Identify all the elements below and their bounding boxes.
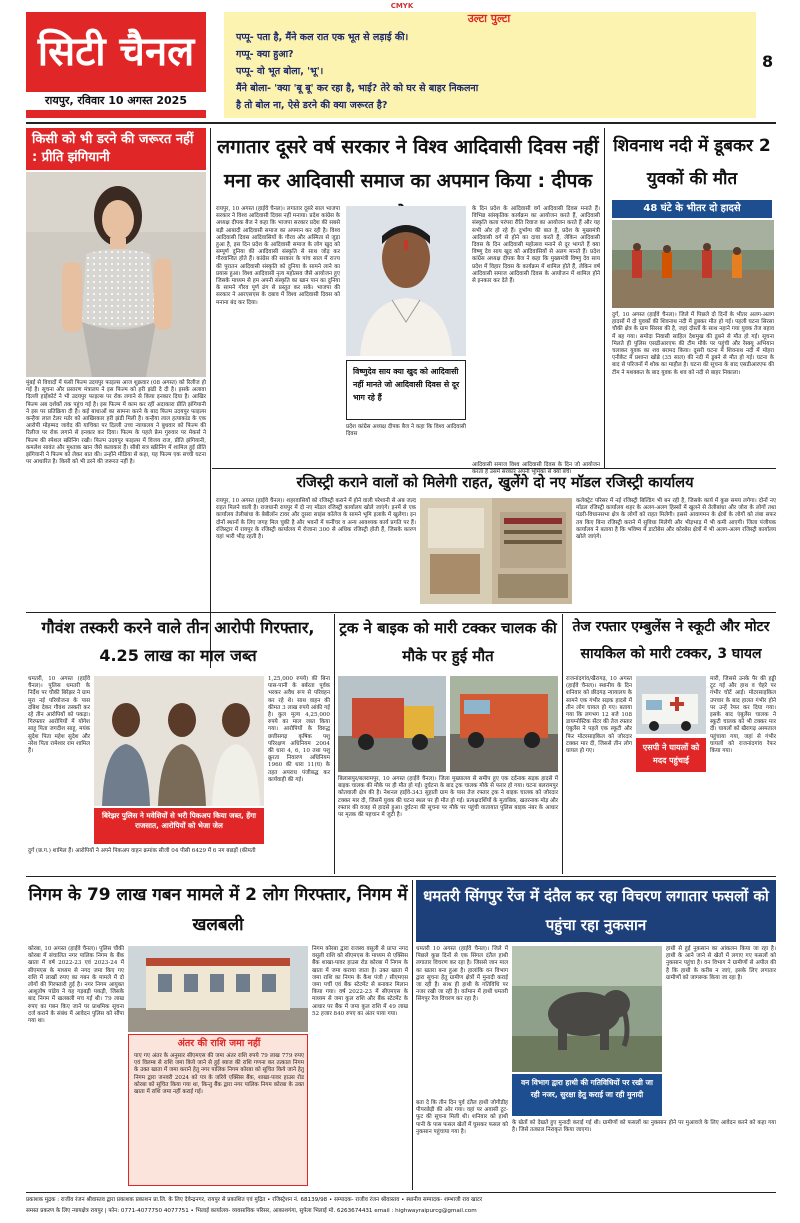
ambulance-photo (636, 676, 706, 734)
ulta-pulta-line-5: है तो बोल ना, ऐसे डरने की क्या जरूरत है? (236, 100, 388, 111)
dhamtari-headline-box (416, 880, 776, 942)
rule-mid-2 (26, 612, 776, 613)
truck-photo-1 (338, 676, 446, 772)
dhamtari-body-bottom: के खेतों को देखते हुए मुनादी कराई गई थी। ग्रामीणों को फसलों का नुकसान होने पर मुआवजे के लिए आवेदन करने को कहा गया है। जिसे तत्काल निराकृत किया जाएगा। (512, 1120, 776, 1134)
ulta-pulta-line-1: पप्पू- पता है, मैंने कल रात एक भूत से लड़ाई की। (236, 32, 409, 43)
col-rule-1 (210, 128, 211, 668)
footer-rule (26, 1192, 776, 1193)
deepak-body-left: रायपुर, 10 अगस्त (हाईवे चैनल)। लगातार दूसरे साल भाजपा सरकार ने विश्व आदिवासी दिवस नहीं मनाया। प्रदेश कांग्रेस के अध्यक्ष दीपक बैज ने कहा कि भाजपा सरकार प्रदेश की सबसे बड़ी आबादी आदिवासी समाज का अपमान कर रही है। विश्व आदिवासी दिवस आदिवासियों के गौरव और अस्मिता से जुड़ा हुआ है, इस दिन प्रदेश के आदिवासी समाज के लोग खुद को सम्पूर्ण दुनिया की आदिवासी संस्कृति से साथ जोड़ कर गौरवान्वित होते हैं। कांग्रेस की सरकार के पांच साल में राज्य की पुरातन आदिवासी संस्कृति को दुनिया के सामने लाने का प्रयास हुआ। विश्व आदिवासी नृत्य महोत्सव जैसे आयोजन हुए जिसके माध्यम से हम अपनी संस्कृति का खान पान का दुनिया के सामने गौरव पूर्ण ढंग से प्रस्तुत कर सके। भाजपा की सरकार ने आरएसएस के दबाव में विश्व आदिवासी दिवस को मनाना बंद कर दिया। (216, 206, 340, 306)
deepak-body-tail: आदिवासी समाज विश्व आदिवासी दिवस के दिन जो आयोजन करता है उसमें सरकार अपनी भूमिका से क्यों बचे। (472, 462, 600, 476)
dhamtari-caption-box (512, 1074, 662, 1116)
ambulance-body-right: मारी, जिससे उनके पैर की हड्डी टूट गई और हाथ व चेहरे पर गंभीर चोटें आई। मोटरसाइकिल उपचार के बाद हालत गंभीर होने पर उन्हें रेफर कर दिया गया। इसके बाद एंबुलेंस चालक ने स्कूटी चालक को भी टक्कर मार दी। घायलों को खैरागढ़ अस्पताल पहुंचाया गया, जहां से गंभीर घायलों को राजनांदगांव रेफर किया गया। (710, 676, 776, 755)
shivnath-photo (612, 220, 774, 308)
nigam-box-body: पाए गए अंतर के अनुसार सीएमएस की जमा अंतर राशि रुपये 79 लाख 779 रुपए एवं विलम्ब से राशि जमा किये जाने से हुई ब्याज की राशि गणना कर तत्काल निगम के उक्त खाता में जमा कराने हेतु नगर पालिक निगम कोरबा को सूचित किये जाने हेतु निगम द्वारा जनवरी 2024 को पत्र के जरिये एक्सिस बैंक, शाखा-पावर हाउस रोड कोरबा को सूचित किया गया था, किन्तु बैंक द्वारा नगर पालिक निगम कोरबा के उक्त खाता में राशि जमा नहीं कराई गई। (134, 1053, 304, 1096)
truck-photo-2 (450, 676, 558, 772)
priti-headline: किसी को भी डरने की जरूरत नहीं : प्रीति झंगियानी (32, 132, 194, 165)
shivnath-subhead-box (612, 200, 772, 218)
nigam-box (128, 1034, 308, 1186)
gauvansh-headline: गौवंश तस्करी करने वाले तीन आरोपी गिरफ्तार, 4.25 लाख का माल जब्त (41, 618, 315, 665)
masthead-rule (26, 122, 776, 124)
col-rule-5 (412, 880, 413, 1190)
ambulance-body-left: राजनांदगांव/खैरागढ़, 10 अगस्त (हाईवे चैनल)। स्थानीय के दिन शनिवार को छीदगढ़ न्यायालय के सामने एक गंभीर सड़क हादसे में तीन लोग घायल हो गए। बताया गया कि लगभग 12 बजे 108 डायग्नोस्टिक सेंटर की तेज रफ्तार एंबुलेंस ने पहले एक स्कूटी और फिर मोटरसाइकिल को जोरदार टक्कर मार दी, जिससे तीन लोग घायल हो गए। (566, 676, 632, 755)
nigam-box-title: अंतर की राशि जमा नहीं (177, 1038, 261, 1049)
col-rule-2 (604, 128, 605, 468)
gauvansh-caption: बिरेझर पुलिस ने मवेशियों से भरी पिकअप किया जब्त, हेंगा राजसात, आरोपियों को भेजा जेल (101, 811, 257, 830)
priti-photo (26, 172, 206, 377)
truck-body: बिलासपुर/बलरामपुर, 10 अगस्त (हाईवे चैनल)। जिला मुख्यालय से समीप हुए एक दर्दनाक सड़क हादसे में बाइक चालक की मौके पर ही मौत हो गई। दुर्घटना के बाद ट्रक चालक मौके से फरार हो गया। घटना बलरामपुर कोतवाली क्षेत्र की है। नेशनल हाईवे-343 सुहाती ग्राम के पास तेज रफ्तार ट्रक ने बाइक चालक को जोरदार टक्कर मार दी, जिसमें युवक की घटना स्थल पर ही मौत हो गई। प्रत्यक्षदर्शियों के मुताबिक, खतरनाक मोड़ और रफ्तार की वजह से हादसे हुआ। दुर्घटना की सूचना पर मौके पर पहुंची यातायात पुलिस बाइक नंबर के आधार पर मृतक की पहचान में जुटी है। (338, 776, 558, 819)
ambulance-headline: तेज रफ्तार एम्बुलेंस ने स्कूटी और मोटर सायकिल को मारी टक्कर, 3 घायल (572, 619, 770, 662)
ambulance-badge-box (636, 738, 706, 772)
gauvansh-body-left: धमतरी, 10 अगस्त (हाईवे चैनल)। पुलिस धमतरी के निर्देश पर चौकी बिरेझर ने ग्राम मूरा नई परियोजना के पास दबिश देकर गौवंश तस्करी कर रहे तीन आरोपियों को पकड़ा। गिरफ्तार आरोपियों में योगेश साहू पिता जगदीश साहू, मयंक सुदेश पिता महेश सुदेश और नरेश पिता रामेश्वर राम शामिल हैं। (28, 676, 90, 755)
dhamtari-headline: धमतरी सिंगपुर रेंज में दंतैल कर रहा विचरण लगातार फसलों को पहुंचा रहा नुकसान (423, 887, 769, 934)
nigam-photo (128, 946, 308, 1032)
cmyk-marker: CMYK (390, 2, 414, 10)
truck-headline: ट्रक ने बाइक को मारी टक्कर चालक की मौके पर हुई मौत (339, 619, 557, 665)
footer-line-1: प्रकाशक मुद्रक : राजीव रंजन श्रीवास्तव द्वारा प्रकाशक प्रकाशन प्रा.लि. के लिए देवेन्द्रनगर, रायपुर से प्रकाशित एवं मुद्रित • रजिस्ट्रेशन नं. 68139/98 • सम्पादक- राजीव रंजन श्रीवास्तव • स्थानीय सम्पादक- शम्भाजी राव खाटर (26, 1197, 483, 1203)
deepak-pull-quote: विष्णुदेव साय क्या खुद को आदिवासी नहीं मानते जो आदिवासी दिवस से दूर भाग रहे हैं (353, 367, 460, 402)
shivnath-body: दुर्ग, 10 अगस्त (हाईवे चैनल)। जिले में पिछले दो दिनों के भीतर अलग-अलग हादसों में दो युवकों की शिवनाथ नदी में डूबकर मौत हो गई। पहली घटना सिरसा चौकी क्षेत्र के ग्राम सिरसा की है, जहां दोस्तों के साथ नहाने गया युवक तेज बहाव में बह गया। समोदा निवासी साहिल देशमुख की डूबने से मौत हो गई। सूचना मिलते ही पुलिस एसडीआरएफ की टीम मौके पर पहुंची और रेस्क्यू अभियान चलाकर युवक का शव बरामद किया। दूसरी घटना में शिवनाथ नदी में मोहरा एनीकेट में प्रशान्त खोब्रे (35 साल) की नदी में डूबने से मौत हो गई। घटना के बाद से परिजनों में शोक का माहौल है। घटना की सूचना के बाद एसडीआरएफ की टीम ने मशक्कत के बाद युवक के शव को नदी से बाहर निकाला। (612, 312, 774, 376)
dhamtari-body-mid: बता दे कि तीन दिन पूर्व दंतैल हाथी जोगीडीह पीपरछेड़ी की ओर गया। वहां पर अवासी टूट-फूट की सूचना मिली थी। शनिवार को हाथी पानी के पास फसल खेतों में घुसकर फसल को नुकसान पहुंचाया गया है। (416, 1100, 508, 1135)
priti-body: मुंबई से विवादों में फंसी फिल्म उदयपुर फाइल्स आज शुक्रवार (08 अगस्त) को रिलीज हो गई है। सूचना और प्रसारण मंत्रालय ने इस फिल्म को हरी झंडी दे दी है। इसके अलावा दिल्ली हाईकोर्ट ने भी उदयपुर फाइल्स पर रोक लगाने से किया इनकार दिया है। आखिर फिल्म अब दर्शकों तक पहुंच गई है। इस फिल्म में काम कर रहीं अदाकारा प्रीति झंगियानी ने इस पर प्रतिक्रिया दी है। कई बाधाओं का सामना करने के बाद फिल्म उदयपुर फाइल्स कन्हैया लाल टेलर मर्डर को आखिरकार हरी झंडी मिली है। कन्हैया लाल हत्याकांड के एक आरोपी मोहम्मद जावेद की याचिका पर दिल्ली उच्च न्यायालय ने बुधवार को फिल्म की रिलीज पर रोक लगाने से इनकार कर दिया। फिल्म के पहले फ्रेम गुरुवार पर मेकर्स ने फिल्म की स्पेशल स्क्रीनिंग रखी। फिल्म उदयपुर फाइल्स में विजय राज, प्रीति झंगियानी, कमलेश सावंत और मुश्ताक खान जैसे कलाकार हैं। सीबी सत्र स्क्रीनिंग में शामिल हुई प्रीति झंगियानी ने फिल्म को लेकर बात की। उन्होंने मीडिया से कहा, यह फिल्म एक सच्ची घटना पर आधारित है। किसी को भी डरने की जरूरत नहीं है। (26, 380, 206, 466)
shivnath-subhead: 48 घंटे के भीतर दो हादसे (643, 203, 741, 214)
shivnath-headline: शिवनाथ नदी में डूबकर 2 युवकों की मौत (613, 136, 771, 189)
ambulance-badge: एसपी ने घायलों को मदद पहुंचाई (642, 743, 700, 765)
deepak-photo (346, 206, 466, 356)
deepak-headline: लगातार दूसरे वर्ष सरकार ने विश्व आदिवासी दिवस नहीं मना कर आदिवासी समाज का अपमान किया : दीपक (217, 136, 599, 192)
page-number: 8 (762, 52, 774, 71)
ulta-pulta-heading: उल्टा पुल्टा (467, 12, 511, 25)
nigam-body-right: निगम कोरबा द्वारा राजस्व वसूली से प्राप्त नगद वसूली राशि को सीएमएस के माध्यम से एक्सिस बैंक शाखा-पावर हाउस रोड कोरबा में निगम के खाता में जमा कराया जाता है। उक्त खाता में जमा राशि का निगम के कैश पंजी / सीएमएस जमा पर्ची एवं बैंक स्टेटमेंट से बनाकर मिलान किया गया। वर्ष 2022-23 में सीएमएस के माध्यम से जमा कुल राशि और बैंक स्टेटमेंट के आधार पर बैंक में जमा कुल राशि में 49 लाख 52 हजार 840 रुपए का अंतर पाया गया। (312, 946, 408, 1017)
deepak-body-right: के दिन प्रदेश के आदिवासी वर्ग आदिवासी दिवस मनाते हैं। विभिन्न सांस्कृतिक कार्यक्रम का आयोजन करते हैं, आदिवासी संस्कृति कला परंपरा रीति रिवाज का आयोजन करते हैं और यह सभी ओर हो रहे हैं। दुर्भाग्य की बात है, प्रदेश के मुख्यमंत्री आदिवासी वर्ग से होने का दावा करते हैं, लेकिन आदिवासी दिवस के दिन आदिवासी महोत्सव मनाने से दूर भागते हैं क्या विष्णु देव साय खुद को आदिवासियों से अलग मानते हैं। प्रदेश कांग्रेस अध्यक्ष दीपक बैज ने कहा कि मुख्यमंत्री विष्णु देव साय प्रदेश में विहार दिवस के कार्यक्रम में शामिल होते हैं, लेकिन वर्ष आदिवासी समाज आदिवासी दिवस के आयोजन में शामिल होने से इनकार कर देते हैं। (472, 206, 600, 285)
registry-body-left: रायपुर, 10 अगस्त (हाईवे चैनल)। शहरवासियों को रजिस्ट्री कराने में होने वाली परेशानी से अब जल्द राहत मिलने वाली है। राजधानी रायपुर में दो नए मॉडल रजिस्ट्री कार्यालय खोले जाएंगे। इनमें से एक कार्यालय तेलीबांधा के बेबीलॉन टावर और दूसरा साइंस कॉलेज के सामने भूमि इलाके में खुलेगा। इन दोनों स्थानों के लिए जगह मिल चुकी है और भवनों में फर्नीचर व अन्य आवश्यक कार्य प्रगति पर हैं। रजिस्ट्रार में रायपुर के रजिस्ट्री कार्यालय में रोजाना 300 से अधिक रजिस्ट्री होती हैं, जिसके कारण यहां भारी भीड़ रहती है। (216, 498, 416, 541)
dhamtari-photo (512, 946, 662, 1072)
deepak-caption: प्रदेश कांग्रेस अध्यक्ष दीपक बैज ने कहा कि विश्व आदिवासी दिवस (346, 424, 466, 438)
registry-body-right: कलेक्ट्रेट परिसर में नई रजिस्ट्री बिल्डिंग भी बन रही है, जिसके कार्य में कुछ समय लगेगा। दोनों नए मॉडल रजिस्ट्री कार्यालय शहर के अलग-अलग हिस्सों में खुलने से तेलीबांधा और जोरा के लोगों तथा पंडरी-विधानसभा क्षेत्र के लोगों को राहत मिलेगी। इससे आवागमन के क्षेत्रों के लोगों को लंबा सफर तय किए बिना रजिस्ट्री कराने में सुविधा मिलेगी और भीड़भाड़ में भी कमी आएगी। जिला पंजीयक कार्यालय ने बताया है कि भविष्य में डाटोबेस और कोरबेस क्षेत्रों में भी अलग-अलग रजिस्ट्री कार्यालय खोले जाएंगे। (576, 498, 776, 541)
dhamtari-body-right: हाथी से हुई नुकसान का आंकलन किया जा रहा है। हाथी के आने जाने से खेतों में लगाए गए फसलों को नुकसान पहुंचा है। वन विभाग ने ग्रामीणों से अपील की है कि हाथी के करीब न जाएं, इसके लिए लगातार ग्रामीणों को जागरूक किया जा रहा है। (666, 946, 776, 981)
gauvansh-body-right: 1,25,000 रुपये) की बिना पास-पानी के बर्बरता पूर्वक भरकर अवैध रूप से परिवहन कर रहे थे। साथ वाहन की कीमत 3 लाख रुपये आंकी गई है। कुल मूल्य 4,25,000 रुपये का माल जब्त किया गया। आरोपियों के विरुद्ध छत्तीसगढ़ कृषिक पशु परिरक्षण अधिनियम 2004 की धारा 4, 6, 10 तथा पशु क्रूरता निवारण अधिनियम 1960 की धारा 11(घ) के तहत अपराध पंजीबद्ध कर कार्यवाही की गई। (268, 676, 330, 783)
masthead-title-box (26, 12, 206, 118)
priti-headline-box (26, 128, 206, 170)
rule-mid-3 (26, 876, 776, 877)
nigam-body-left: कोरबा, 10 अगस्त (हाईवे चैनल)। पुलिस चौकी कोरबा में संचालित नगर पालिक निगम के बैंक खाता में वर्ष 2022-23 एवं 2023-24 में सीएमएस के माध्यम से नगद जमा किए गए राशि में लाखों रुपए का गबन के मामले में दो लोगों की गिरफ्तारी हुई है। नगर निगम आयुक्त आशुतोष पांडेय ने यह गड़बड़ी पकड़ी, जिसके बाद निगम में खलबली मच गई थी। 79 लाख रुपए का गबन किए जाने पर प्राथमिक सूचना दर्ज कराने के संबंध में आवेदन पुलिस को सौंपा गया था। (28, 946, 124, 1025)
registry-photo (420, 498, 572, 604)
masthead-date: रायपुर, रविवार 10 अगस्त 2025 (26, 92, 206, 110)
ulta-pulta-line-2: गप्पू- क्या हुआ? (236, 49, 294, 60)
dhamtari-body-left: धमतरी 10 अगस्त (हाईवे चैनल)। जिले में पिछले कुछ दिनों से एक सिंगल दंतैल हाथी लगातार विचरण कर रहा है। जिससे जान माल का खतरा बना हुआ है। हालांकि वन विभाग द्वारा सूचना हेतु ग्रामीण क्षेत्रों में मुनादी कराई जा रही है। साथ ही हाथी के गतिविधि पर नजर रखी जा रही है। वर्तमान में हाथी धमतरी सिंगपुर रेंज विचरण कर रहा है। (416, 946, 508, 1003)
col-rule-3 (334, 614, 335, 874)
deepak-pull-quote-box (346, 360, 466, 420)
gauvansh-photo (94, 676, 264, 806)
rule-mid-1 (212, 468, 776, 469)
gauvansh-caption-box (94, 808, 264, 844)
col-rule-4 (562, 614, 563, 874)
nigam-headline: निगम के 79 लाख गबन मामले में 2 लोग गिरफ्तार, निगम में खलबली (28, 885, 408, 935)
ulta-pulta-line-3: पप्पू- वो भूत बोला, 'भू'। (236, 66, 324, 77)
registry-headline: रजिस्ट्री कराने वालों को मिलेगी राहत, खुलेंगे दो नए मॉडल रजिस्ट्री कार्यालय (296, 475, 694, 491)
footer-line-2: समस्त प्रकरण के लिए न्यायक्षेत्र रायपुर | फोन: 0771-4077750 4077751 • भिलाई कार्यालय- व्यवसायिक परिसर, आकाशगंगा, सुपेला भिलाई मो. 6263674431 email : highwayraipurcg@gmail.com (26, 1208, 477, 1214)
ulta-pulta-box (224, 12, 756, 118)
masthead-title: सिटी चैनल (37, 29, 195, 75)
masthead (26, 12, 776, 118)
ulta-pulta-line-4: मैंने बोला- 'क्या 'बू बू' कर रहा है, भाई? तेरे को घर से बाहर निकलना (236, 83, 479, 94)
dhamtari-caption: वन विभाग द्वारा हाथी की गतिविधियों पर रखी जा रही नजर, सुरक्षा हेतु कराई जा रही मुनादी (521, 1078, 653, 1099)
gauvansh-body-bottom: दुर्ग (छ.ग.) शामिल हैं। आरोपियों ने अपने पिकअप वाहन क्रमांक सीजी 04 पीसी 6429 में 6 नग बछड़ों (कीमती (28, 848, 256, 854)
